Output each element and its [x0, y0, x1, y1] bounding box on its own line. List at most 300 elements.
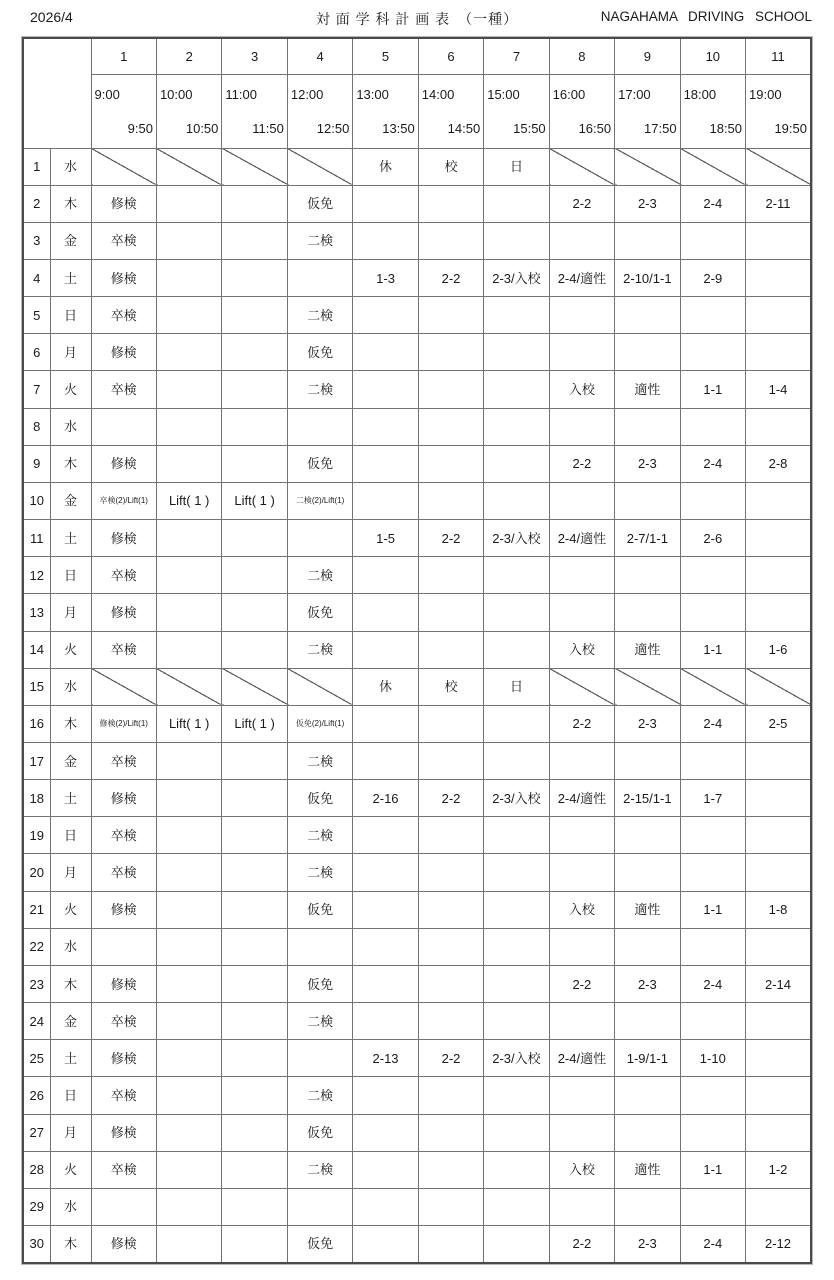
schedule-cell — [549, 1003, 614, 1040]
period-times — [156, 74, 221, 148]
schedule-cell — [615, 334, 680, 371]
schedule-cell — [156, 1003, 221, 1040]
schedule-cell — [222, 780, 287, 817]
schedule-cell — [353, 371, 418, 408]
schedule-cell — [418, 222, 483, 259]
weekday: 水 — [50, 1188, 91, 1225]
schedule-cell — [418, 1188, 483, 1225]
schedule-cell — [418, 854, 483, 891]
schedule-cell — [680, 482, 745, 519]
weekday: 水 — [50, 928, 91, 965]
corner-cell — [23, 38, 91, 148]
schedule-cell: 卒検 — [91, 371, 156, 408]
schedule-cell — [615, 817, 680, 854]
schedule-cell: 卒検 — [91, 1151, 156, 1188]
schedule-cell — [549, 854, 614, 891]
period-number: 4 — [287, 38, 352, 74]
schedule-cell: 2-2 — [549, 445, 614, 482]
day-row — [23, 631, 811, 668]
schedule-cell: 2-2 — [418, 259, 483, 296]
schedule-cell: 2-7/1-1 — [615, 520, 680, 557]
schedule-cell — [156, 891, 221, 928]
weekday: 火 — [50, 371, 91, 408]
closed-diagonal-cell — [156, 148, 221, 185]
day-row — [23, 408, 811, 445]
schedule-cell: 2-13 — [353, 1040, 418, 1077]
period-start-time: 18:00 — [683, 86, 717, 102]
schedule-cell: 2-14 — [746, 965, 811, 1002]
schedule-cell: 2-4/適性 — [549, 780, 614, 817]
closed-diagonal-cell — [222, 148, 287, 185]
day-number: 10 — [23, 482, 50, 519]
period-number: 5 — [353, 38, 418, 74]
period-end-time: 18:50 — [709, 120, 743, 136]
day-number: 18 — [23, 780, 50, 817]
schedule-cell: 卒検(2)/Lift(1) — [91, 482, 156, 519]
schedule-cell: 2-3/入校 — [484, 520, 549, 557]
weekday: 木 — [50, 705, 91, 742]
schedule-cell: 1-1 — [680, 371, 745, 408]
schedule-cell — [353, 222, 418, 259]
closed-diagonal-cell — [287, 148, 352, 185]
period-end-time: 15:50 — [513, 120, 546, 136]
day-number: 22 — [23, 928, 50, 965]
schedule-cell — [549, 928, 614, 965]
schedule-cell — [484, 1188, 549, 1225]
schedule-cell — [746, 854, 811, 891]
schedule-cell: 仮免 — [287, 891, 352, 928]
schedule-cell: 1-3 — [353, 259, 418, 296]
schedule-cell — [222, 259, 287, 296]
schedule-cell — [156, 743, 221, 780]
schedule-cell — [615, 594, 680, 631]
schedule-cell — [418, 334, 483, 371]
schedule-cell — [222, 297, 287, 334]
schedule-cell — [418, 1003, 483, 1040]
schedule-cell — [484, 222, 549, 259]
schedule-cell: 修検 — [91, 891, 156, 928]
schedule-cell — [222, 445, 287, 482]
schedule-cell: 適性 — [615, 371, 680, 408]
weekday: 水 — [50, 408, 91, 445]
schedule-cell: 2-8 — [746, 445, 811, 482]
day-number: 11 — [23, 520, 50, 557]
schedule-cell — [353, 1151, 418, 1188]
closed-diagonal-cell — [746, 148, 811, 185]
weekday: 火 — [50, 631, 91, 668]
weekday: 水 — [50, 668, 91, 705]
schedule-cell — [418, 705, 483, 742]
schedule-cell: 2-4 — [680, 185, 745, 222]
day-row — [23, 1226, 811, 1263]
schedule-cell: 卒検 — [91, 817, 156, 854]
day-row — [23, 557, 811, 594]
period-start-time: 10:00 — [159, 86, 193, 102]
schedule-cell — [484, 1114, 549, 1151]
schedule-cell: 卒検 — [91, 297, 156, 334]
day-row — [23, 594, 811, 631]
schedule-cell — [484, 1151, 549, 1188]
schedule-cell: 1-7 — [680, 780, 745, 817]
closed-diagonal-cell — [680, 668, 745, 705]
schedule-cell — [549, 557, 614, 594]
schedule-cell — [287, 408, 352, 445]
closed-diagonal-cell — [615, 668, 680, 705]
period-times — [615, 74, 680, 148]
schedule-cell — [418, 482, 483, 519]
day-number: 20 — [23, 854, 50, 891]
schedule-cell — [222, 1151, 287, 1188]
schedule-cell: 2-2 — [549, 1226, 614, 1263]
schedule-cell — [418, 594, 483, 631]
schedule-cell — [222, 891, 287, 928]
schedule-cell — [418, 1114, 483, 1151]
schedule-cell: 仮免 — [287, 185, 352, 222]
schedule-cell — [156, 1151, 221, 1188]
weekday: 金 — [50, 1003, 91, 1040]
schedule-cell — [222, 1114, 287, 1151]
period-end-time: 10:50 — [185, 120, 219, 136]
period-times — [287, 74, 352, 148]
schedule-cell — [222, 594, 287, 631]
day-row — [23, 928, 811, 965]
period-end-time: 14:50 — [447, 120, 481, 136]
schedule-cell — [746, 482, 811, 519]
day-row — [23, 891, 811, 928]
schedule-cell — [746, 780, 811, 817]
schedule-cell — [156, 854, 221, 891]
schedule-body — [23, 148, 811, 1263]
schedule-cell — [549, 297, 614, 334]
schedule-cell: 2-3/入校 — [484, 780, 549, 817]
schedule-table — [22, 37, 812, 1264]
schedule-cell — [615, 408, 680, 445]
day-number: 19 — [23, 817, 50, 854]
schedule-cell — [222, 334, 287, 371]
schedule-cell: 2-4 — [680, 445, 745, 482]
schedule-cell: 2-2 — [418, 780, 483, 817]
day-number: 13 — [23, 594, 50, 631]
day-row — [23, 1040, 811, 1077]
schedule-cell — [222, 222, 287, 259]
closed-diagonal-cell — [680, 148, 745, 185]
schedule-cell — [680, 222, 745, 259]
schedule-cell: 二検 — [287, 631, 352, 668]
day-number: 26 — [23, 1077, 50, 1114]
closed-diagonal-cell — [746, 668, 811, 705]
schedule-cell — [353, 1077, 418, 1114]
schedule-cell — [549, 1188, 614, 1225]
closed-diagonal-cell — [91, 148, 156, 185]
weekday: 月 — [50, 1114, 91, 1151]
schedule-cell — [746, 557, 811, 594]
schedule-cell: 2-3 — [615, 1226, 680, 1263]
weekday: 日 — [50, 1077, 91, 1114]
schedule-cell — [353, 334, 418, 371]
schedule-cell — [615, 743, 680, 780]
period-start-time: 19:00 — [749, 86, 782, 102]
schedule-cell — [156, 520, 221, 557]
schedule-cell — [418, 965, 483, 1002]
schedule-cell — [549, 817, 614, 854]
schedule-cell: 修検 — [91, 780, 156, 817]
schedule-cell — [287, 259, 352, 296]
schedule-cell — [222, 1226, 287, 1263]
schedule-cell: 1-1 — [680, 631, 745, 668]
schedule-cell: 2-4/適性 — [549, 520, 614, 557]
weekday: 月 — [50, 854, 91, 891]
day-number: 29 — [23, 1188, 50, 1225]
schedule-cell: 二検(2)/Lift(1) — [287, 482, 352, 519]
schedule-cell — [353, 965, 418, 1002]
schedule-cell: Lift( 1 ) — [222, 482, 287, 519]
weekday: 火 — [50, 891, 91, 928]
schedule-cell — [353, 1114, 418, 1151]
closed-diagonal-cell — [287, 668, 352, 705]
period-times — [91, 74, 156, 148]
schedule-cell: 修検 — [91, 259, 156, 296]
schedule-cell — [353, 1226, 418, 1263]
schedule-cell — [615, 557, 680, 594]
period-start-time: 16:00 — [552, 86, 586, 102]
schedule-cell — [156, 1114, 221, 1151]
day-number: 14 — [23, 631, 50, 668]
schedule-cell — [484, 891, 549, 928]
schedule-cell — [549, 334, 614, 371]
period-start-time: 13:00 — [356, 86, 389, 102]
schedule-cell: 二検 — [287, 222, 352, 259]
weekday: 水 — [50, 148, 91, 185]
schedule-cell — [680, 297, 745, 334]
day-number: 21 — [23, 891, 50, 928]
period-start-time: 15:00 — [487, 86, 520, 102]
schedule-cell: 修検 — [91, 594, 156, 631]
period-start-time: 12:00 — [290, 86, 324, 102]
day-number: 2 — [23, 185, 50, 222]
schedule-cell — [549, 482, 614, 519]
schedule-cell: Lift( 1 ) — [222, 705, 287, 742]
day-row — [23, 817, 811, 854]
schedule-cell — [746, 334, 811, 371]
period-number: 6 — [418, 38, 483, 74]
schedule-cell — [353, 408, 418, 445]
day-row — [23, 1003, 811, 1040]
schedule-cell: 修検 — [91, 445, 156, 482]
day-number: 3 — [23, 222, 50, 259]
schedule-cell: 適性 — [615, 891, 680, 928]
schedule-cell: 入校 — [549, 631, 614, 668]
weekday: 土 — [50, 520, 91, 557]
day-row — [23, 1114, 811, 1151]
schedule-cell — [156, 222, 221, 259]
period-number: 8 — [549, 38, 614, 74]
schedule-cell — [353, 631, 418, 668]
schedule-header — [23, 38, 811, 148]
period-end-time: 12:50 — [316, 120, 350, 136]
weekday: 日 — [50, 557, 91, 594]
schedule-cell — [746, 222, 811, 259]
day-row — [23, 854, 811, 891]
schedule-cell: 2-10/1-1 — [615, 259, 680, 296]
schedule-cell: 二検 — [287, 854, 352, 891]
schedule-cell: 入校 — [549, 1151, 614, 1188]
schedule-cell — [746, 594, 811, 631]
weekday: 木 — [50, 185, 91, 222]
weekday: 金 — [50, 482, 91, 519]
period-number: 7 — [484, 38, 549, 74]
schedule-cell — [484, 297, 549, 334]
schedule-cell: 卒検 — [91, 1077, 156, 1114]
schedule-cell — [418, 371, 483, 408]
period-times — [484, 74, 549, 148]
schedule-cell: 卒検 — [91, 854, 156, 891]
day-row — [23, 668, 811, 705]
schedule-cell: 仮免 — [287, 594, 352, 631]
schedule-cell: 2-6 — [680, 520, 745, 557]
period-times — [418, 74, 483, 148]
schedule-cell: 2-4 — [680, 965, 745, 1002]
schedule-cell — [746, 1188, 811, 1225]
day-number: 17 — [23, 743, 50, 780]
schedule-cell — [91, 408, 156, 445]
schedule-cell: 2-4 — [680, 705, 745, 742]
schedule-cell — [222, 928, 287, 965]
period-start-time: 11:00 — [225, 86, 257, 102]
schedule-cell — [746, 408, 811, 445]
schedule-cell — [746, 1040, 811, 1077]
schedule-cell — [615, 1114, 680, 1151]
schedule-cell: 二検 — [287, 1003, 352, 1040]
weekday: 月 — [50, 334, 91, 371]
schedule-cell: 二検 — [287, 743, 352, 780]
schedule-cell — [287, 928, 352, 965]
schedule-cell — [287, 1188, 352, 1225]
schedule-cell — [680, 928, 745, 965]
schedule-cell: 二検 — [287, 1151, 352, 1188]
schedule-cell: 修検 — [91, 1040, 156, 1077]
schedule-cell — [353, 445, 418, 482]
schedule-cell — [615, 482, 680, 519]
period-end-time: 9:50 — [127, 120, 153, 136]
schedule-cell: 2-2 — [549, 705, 614, 742]
period-times — [549, 74, 614, 148]
schedule-cell — [156, 371, 221, 408]
schedule-cell: 卒検 — [91, 743, 156, 780]
schedule-cell — [549, 222, 614, 259]
schedule-cell: 仮免 — [287, 965, 352, 1002]
period-times — [746, 74, 811, 148]
schedule-cell — [222, 1040, 287, 1077]
schedule-cell — [91, 928, 156, 965]
schedule-cell — [615, 222, 680, 259]
day-number: 12 — [23, 557, 50, 594]
schedule-cell: 2-9 — [680, 259, 745, 296]
schedule-cell — [746, 817, 811, 854]
day-row — [23, 185, 811, 222]
period-end-time: 13:50 — [382, 120, 415, 136]
schedule-cell — [680, 854, 745, 891]
schedule-cell — [353, 1188, 418, 1225]
schedule-cell — [484, 1077, 549, 1114]
schedule-cell — [222, 1188, 287, 1225]
schedule-cell: 二検 — [287, 1077, 352, 1114]
schedule-cell: Lift( 1 ) — [156, 705, 221, 742]
schedule-cell: 仮免 — [287, 1114, 352, 1151]
period-end-time: 16:50 — [578, 120, 612, 136]
period-number: 11 — [746, 38, 811, 74]
schedule-cell — [680, 1188, 745, 1225]
weekday: 日 — [50, 817, 91, 854]
weekday: 土 — [50, 259, 91, 296]
schedule-cell: 2-3 — [615, 705, 680, 742]
closed-diagonal-cell — [615, 148, 680, 185]
schedule-cell — [156, 817, 221, 854]
schedule-cell: 卒検 — [91, 1003, 156, 1040]
schedule-cell — [156, 928, 221, 965]
page-title: 対 面 学 科 計 画 表 （一種） — [315, 11, 519, 27]
day-row — [23, 965, 811, 1002]
day-row — [23, 148, 811, 185]
schedule-cell — [746, 1114, 811, 1151]
schedule-cell — [222, 408, 287, 445]
schedule-cell — [680, 594, 745, 631]
schedule-cell — [418, 1077, 483, 1114]
schedule-cell: 1-2 — [746, 1151, 811, 1188]
period-number: 1 — [91, 38, 156, 74]
schedule-cell — [680, 743, 745, 780]
day-row — [23, 297, 811, 334]
schedule-cell — [156, 1040, 221, 1077]
schedule-cell — [484, 408, 549, 445]
day-row — [23, 1151, 811, 1188]
schedule-cell — [680, 334, 745, 371]
closed-diagonal-cell — [549, 668, 614, 705]
schedule-cell — [746, 297, 811, 334]
schedule-cell — [353, 297, 418, 334]
schedule-cell — [353, 185, 418, 222]
schedule-cell — [156, 297, 221, 334]
schedule-cell — [418, 891, 483, 928]
schedule-cell — [746, 520, 811, 557]
schedule-cell — [484, 854, 549, 891]
schedule-cell: 修検 — [91, 185, 156, 222]
day-number: 24 — [23, 1003, 50, 1040]
period-number: 3 — [222, 38, 287, 74]
schedule-cell: 修検 — [91, 1226, 156, 1263]
day-row — [23, 371, 811, 408]
weekday: 木 — [50, 445, 91, 482]
schedule-cell — [549, 743, 614, 780]
schedule-cell — [353, 557, 418, 594]
schedule-cell: 2-16 — [353, 780, 418, 817]
schedule-cell — [156, 965, 221, 1002]
schedule-cell — [222, 631, 287, 668]
schedule-cell: 休 — [353, 148, 418, 185]
day-number: 6 — [23, 334, 50, 371]
schedule-cell — [680, 408, 745, 445]
schedule-cell: 1-1 — [680, 1151, 745, 1188]
schedule-cell: 卒検 — [91, 557, 156, 594]
schedule-cell: 2-2 — [549, 965, 614, 1002]
schedule-cell — [615, 297, 680, 334]
day-number: 23 — [23, 965, 50, 1002]
schedule-cell: 卒検 — [91, 222, 156, 259]
schedule-cell — [287, 520, 352, 557]
schedule-cell — [353, 891, 418, 928]
schedule-cell — [418, 631, 483, 668]
schedule-cell — [484, 594, 549, 631]
schedule-cell: Lift( 1 ) — [156, 482, 221, 519]
